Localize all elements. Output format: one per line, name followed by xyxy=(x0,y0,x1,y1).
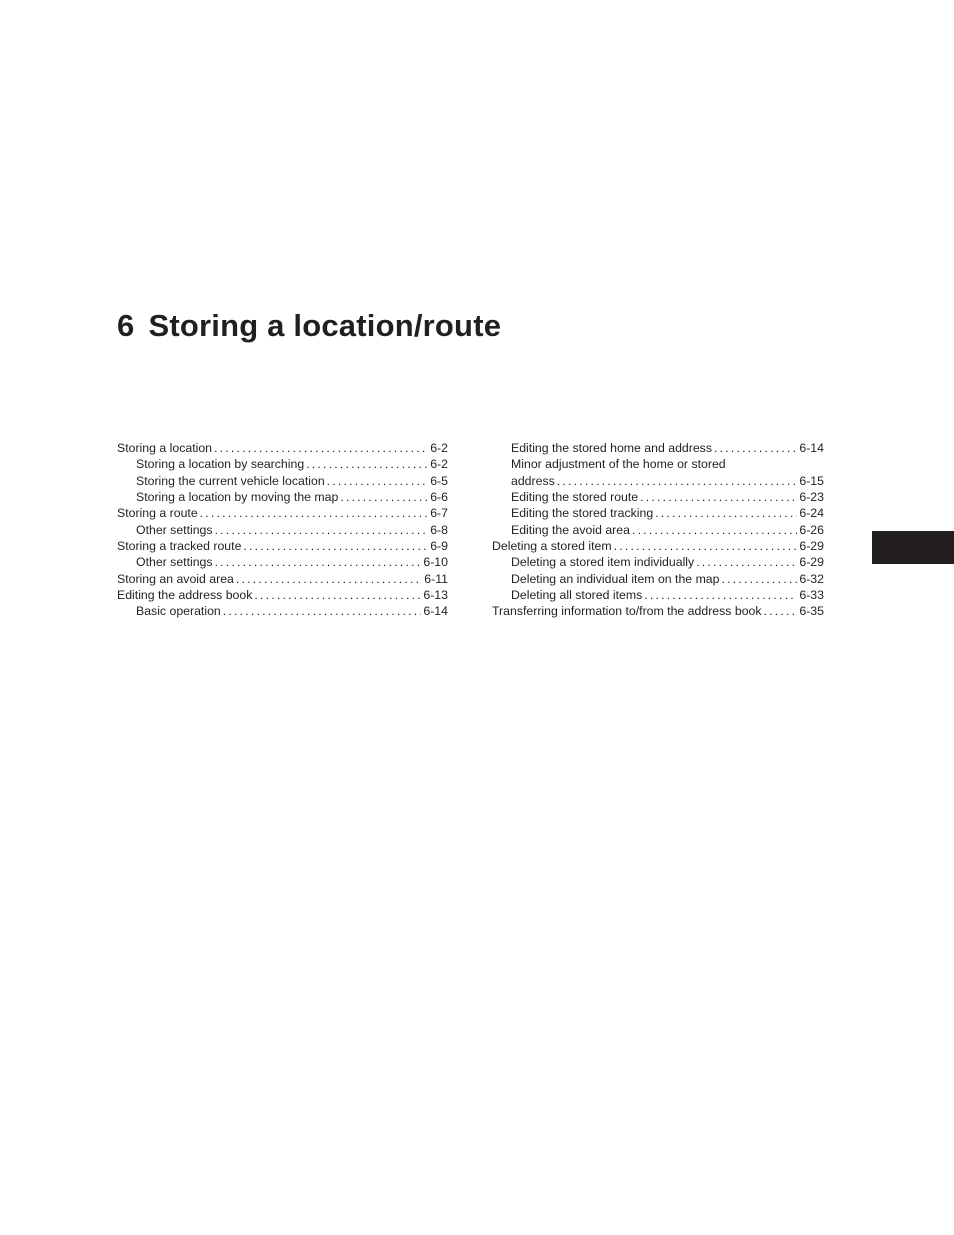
toc-entry-label: Basic operation xyxy=(136,604,221,619)
toc-entry-page: 6-23 xyxy=(799,490,824,505)
toc-entry[interactable] xyxy=(492,603,824,619)
toc-entry-page: 6-29 xyxy=(799,555,824,570)
toc-entry-label: Editing the stored home and address xyxy=(511,441,712,455)
toc-entry-label: Other settings xyxy=(136,555,213,570)
toc-entry-page: 6-2 xyxy=(430,457,448,472)
toc-leader-dots xyxy=(696,554,797,570)
toc-entry-page: 6-24 xyxy=(799,506,824,521)
toc-leader-dots xyxy=(223,603,422,619)
toc-entry[interactable] xyxy=(492,456,824,472)
chapter-number: 6 xyxy=(117,308,135,343)
toc-entry[interactable] xyxy=(117,522,448,538)
toc-leader-dots xyxy=(632,522,797,538)
toc-entry-label: Transferring information to/from the address book xyxy=(492,604,762,619)
toc-entry[interactable] xyxy=(492,587,824,603)
toc-entry-page: 6-35 xyxy=(799,604,824,619)
toc-entry[interactable] xyxy=(492,554,824,570)
toc-entry[interactable] xyxy=(492,489,824,505)
toc-entry[interactable] xyxy=(492,522,824,538)
toc-entry-page: 6-7 xyxy=(430,506,448,521)
toc-leader-dots xyxy=(644,587,797,603)
toc-entry-label: Minor adjustment of the home or stored xyxy=(511,457,726,472)
toc-entry-label: Deleting all stored items xyxy=(511,588,643,603)
toc-entry-page: 6-14 xyxy=(799,441,824,455)
toc-entry[interactable] xyxy=(117,554,448,570)
toc-leader-dots xyxy=(714,440,797,456)
toc-entry[interactable] xyxy=(117,587,448,603)
toc-leader-dots xyxy=(722,571,798,587)
toc-right-column xyxy=(492,440,824,620)
toc-leader-dots xyxy=(214,440,428,456)
toc-entry-label: Storing a tracked route xyxy=(117,539,242,554)
toc-leader-dots xyxy=(764,603,798,619)
toc-entry[interactable] xyxy=(492,440,824,456)
toc-leader-dots xyxy=(200,505,429,521)
toc-leader-dots xyxy=(655,505,797,521)
toc-entry-page: 6-26 xyxy=(799,522,824,537)
toc-leader-dots xyxy=(327,473,429,489)
toc-entry[interactable] xyxy=(492,473,824,489)
toc-entry-page: 6-32 xyxy=(799,571,824,586)
toc-entry[interactable] xyxy=(117,603,448,619)
toc-leader-dots xyxy=(243,538,428,554)
toc-entry-page: 6-11 xyxy=(424,571,448,586)
chapter-title-text: Storing a location/route xyxy=(148,308,502,343)
toc-entry-label: Storing the current vehicle location xyxy=(136,473,325,488)
toc-leader-dots xyxy=(340,489,428,505)
toc-entry[interactable] xyxy=(117,456,448,472)
toc-entry-label: Storing an avoid area xyxy=(117,571,234,586)
toc-entry-label: Editing the stored route xyxy=(511,490,639,505)
toc-left-column xyxy=(117,440,448,620)
toc-leader-dots xyxy=(236,571,422,587)
toc-entry-page: 6-33 xyxy=(799,588,824,603)
toc-entry[interactable] xyxy=(492,571,824,587)
toc-leader-dots xyxy=(557,473,798,489)
toc-entry-label: Editing the address book xyxy=(117,588,253,603)
toc-leader-dots xyxy=(254,587,421,603)
toc-entry[interactable] xyxy=(117,571,448,587)
toc-entry-label: Storing a location xyxy=(117,441,213,455)
toc-entry-page: 6-8 xyxy=(430,522,448,537)
toc-entry-label: Storing a route xyxy=(117,506,198,521)
toc-entry-label: Storing a location by searching xyxy=(136,457,305,472)
toc-entry-label: Deleting a stored item xyxy=(492,539,612,554)
toc-entry[interactable] xyxy=(117,473,448,489)
chapter-tab-marker xyxy=(872,531,954,564)
toc-entry-label: Other settings xyxy=(136,522,213,537)
toc-entry-label: Deleting an individual item on the map xyxy=(511,571,720,586)
toc-entry-label: Storing a location by moving the map xyxy=(136,490,339,505)
toc-entry-page: 6-13 xyxy=(423,588,448,603)
toc-entry-page: 6-14 xyxy=(423,604,448,619)
toc-leader-dots xyxy=(640,489,797,505)
toc-entry-page: 6-15 xyxy=(799,473,824,488)
toc-entry-page: 6-9 xyxy=(430,539,448,554)
toc-entry-label: Editing the avoid area xyxy=(511,522,630,537)
toc-entry-label: address xyxy=(511,473,555,488)
toc-entry[interactable] xyxy=(492,505,824,521)
toc-leader-dots xyxy=(614,538,798,554)
toc-entry-page: 6-10 xyxy=(423,555,448,570)
toc-entry-page: 6-29 xyxy=(799,539,824,554)
toc-leader-dots xyxy=(215,554,422,570)
toc-entry-label: Editing the stored tracking xyxy=(511,506,654,521)
toc-entry[interactable] xyxy=(117,440,448,456)
toc-entry[interactable] xyxy=(117,489,448,505)
toc-entry-page: 6-6 xyxy=(430,490,448,505)
toc-entry-label: Deleting a stored item individually xyxy=(511,555,695,570)
chapter-title xyxy=(117,306,501,346)
toc-leader-dots xyxy=(306,456,428,472)
toc-entry[interactable] xyxy=(117,505,448,521)
toc-leader-dots xyxy=(215,522,429,538)
toc-entry-page: 6-5 xyxy=(430,473,448,488)
toc-entry-page: 6-2 xyxy=(430,441,448,455)
toc-entry[interactable] xyxy=(492,538,824,554)
toc-entry[interactable] xyxy=(117,538,448,554)
